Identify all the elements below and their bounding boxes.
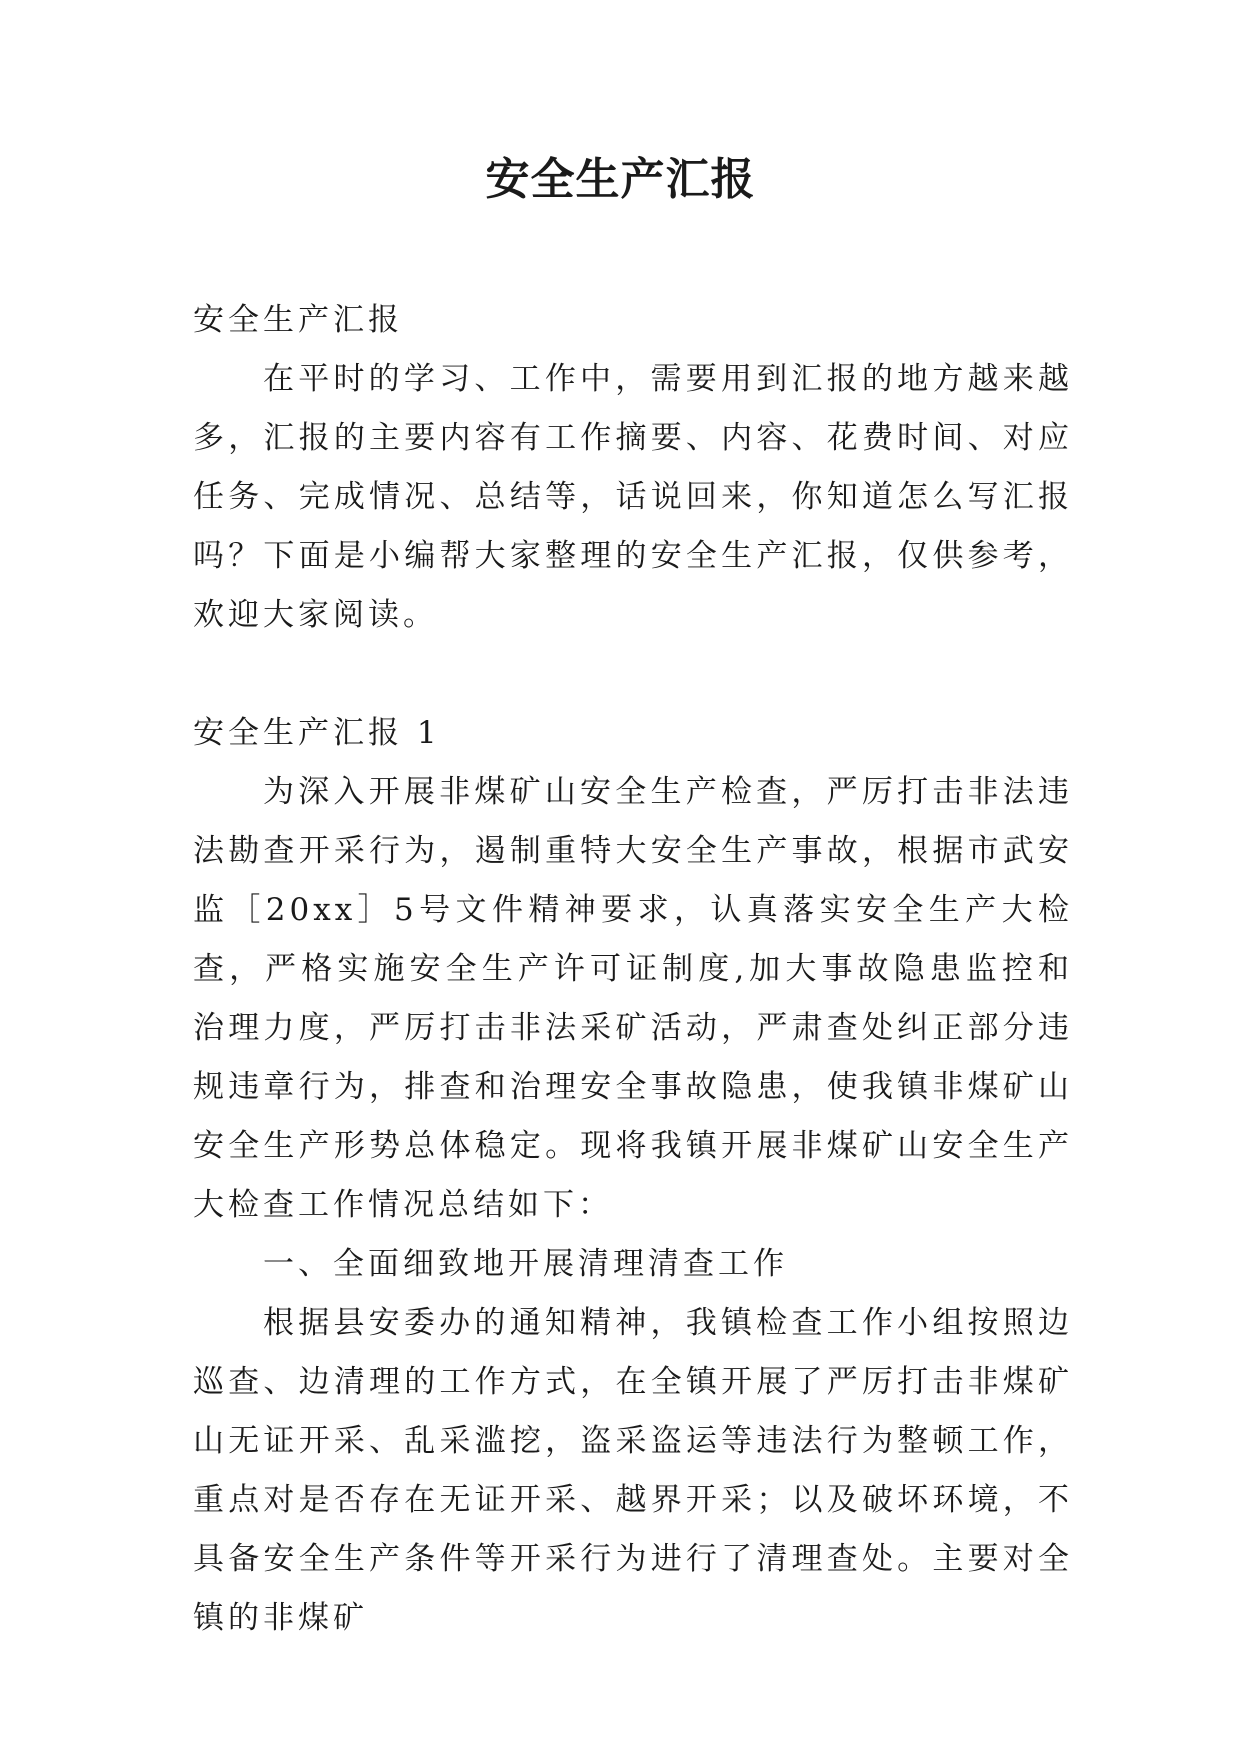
- subsection-heading-1: 一、全面细致地开展清理清查工作: [263, 1246, 788, 1282]
- intro-heading: 安全生产汇报: [193, 302, 403, 338]
- section-heading-1: 安全生产汇报 1: [193, 715, 441, 751]
- section-1-paragraph: 为深入开展非煤矿山安全生产检查，严厉打击非法违法勘查开采行为，遏制重特大安全生产事故，根据市武安监［20xx］5号文件精神要求，认真落实安全生产大检查，严格实施安全生产许可证制度,加大事故隐患监控和治理力度，严厉打击非法采矿活动，严肃查处纠正部分违规违章行为，排查和治理安全事故隐患，使我镇非煤矿山安全生产形势总体稳定。现将我镇开展非煤矿山安全生产大检查工作情况总结如下：: [193, 774, 1073, 1223]
- document-title: 安全生产汇报: [485, 154, 756, 205]
- subsection-1-paragraph: 根据县安委办的通知精神，我镇检查工作小组按照边巡查、边清理的工作方式，在全镇开展了严厉打击非煤矿山无证开采、乱采滥挖，盗采盗运等违法行为整顿工作，重点对是否存在无证开采、越界开采；以及破坏环境，不具备安全生产条件等开采行为进行了清理查处。主要对全镇的非煤矿: [193, 1305, 1073, 1636]
- document-body: [193, 291, 1073, 1648]
- intro-paragraph: 在平时的学习、工作中，需要用到汇报的地方越来越多，汇报的主要内容有工作摘要、内容、花费时间、对应任务、完成情况、总结等，话说回来，你知道怎么写汇报吗？下面是小编帮大家整理的安全生产汇报，仅供参考，欢迎大家阅读。: [193, 361, 1073, 633]
